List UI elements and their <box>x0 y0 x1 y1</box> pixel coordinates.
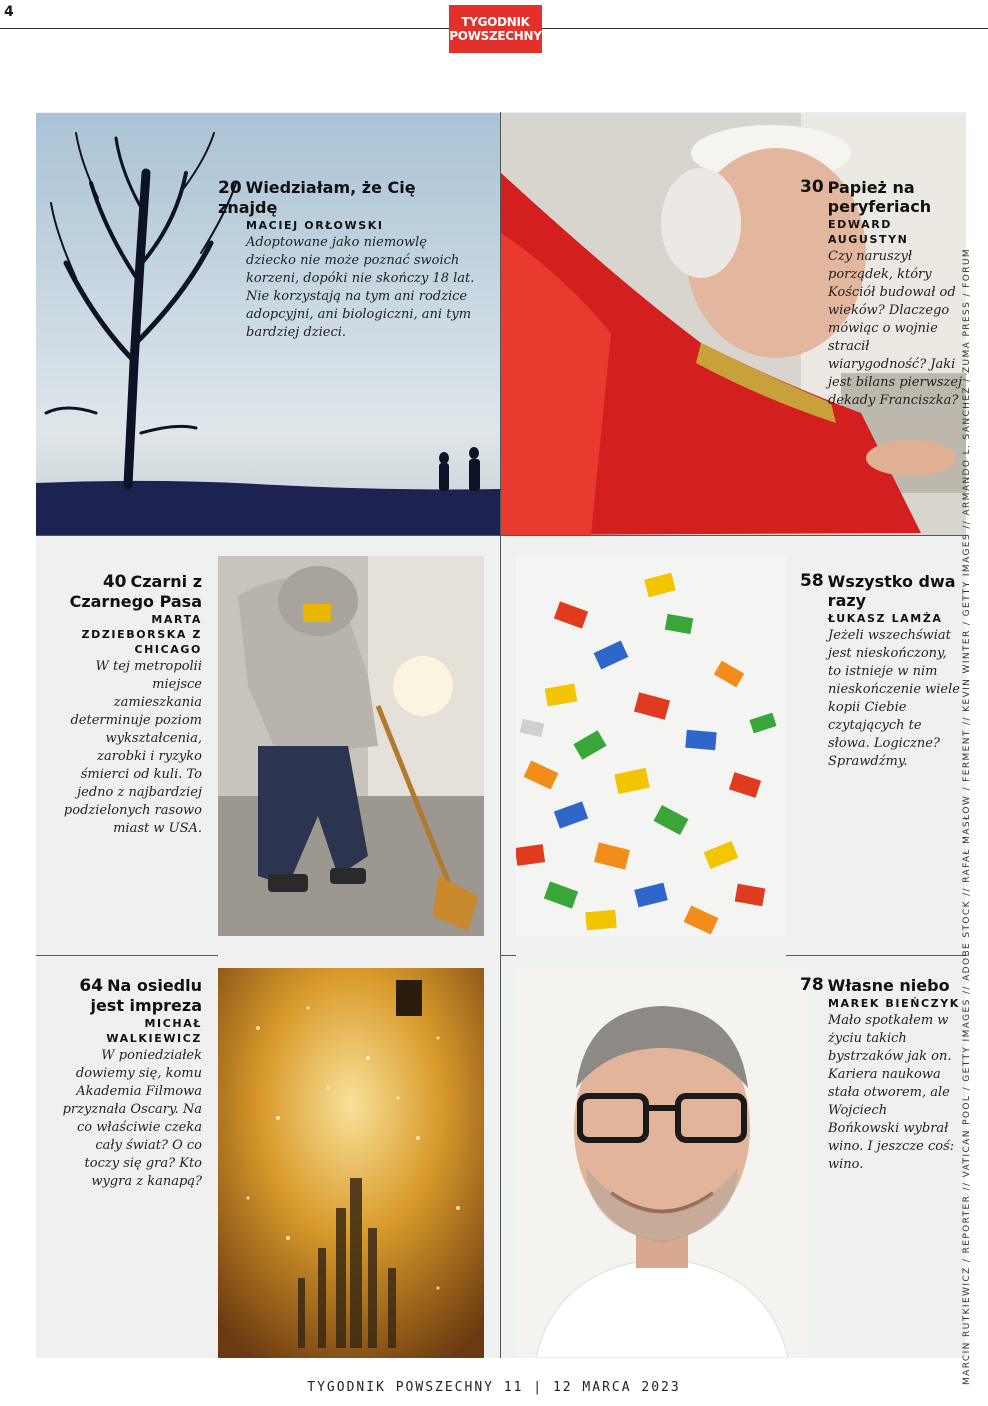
article-page: 30 <box>800 177 824 197</box>
article-page: 78 <box>800 975 824 995</box>
article-author: ŁUKASZ LAMŻA <box>828 612 943 625</box>
article-lead: Adoptowane jako niemowlę dziecko nie może poznać swoich korzeni, dopóki nie skończy 18 lat. Nie korzystają na tym ani rodzice adopcyjni, ani biologiczni, ani tym bardziej dzieci. <box>246 235 475 340</box>
article-author: MICHAŁ WALKIEWICZ <box>106 1017 202 1045</box>
article-40[interactable] <box>60 572 202 838</box>
article-author: MACIEJ ORŁOWSKI <box>246 219 384 232</box>
page-number: 4 <box>4 4 14 20</box>
magazine-logo[interactable] <box>449 5 542 53</box>
article-title: Papież na peryferiach <box>827 178 932 216</box>
article-heading[interactable] <box>800 572 960 610</box>
article-heading[interactable] <box>60 976 202 1015</box>
page-footer: TYGODNIK POWSZECHNY 11 | 12 MARCA 2023 <box>307 1380 681 1395</box>
logo-line-2: POWSZECHNY <box>449 29 542 43</box>
article-title: Na osiedlu jest impreza <box>90 976 202 1015</box>
photo-lego-bricks[interactable] <box>516 556 786 936</box>
article-title: Wszystko dwa razy <box>827 572 956 610</box>
article-page: 64 <box>79 976 104 996</box>
article-author: EDWARD AUGUSTYN <box>828 218 909 246</box>
photo-credits: MARCIN RUTKIEWICZ / REPORTER // VATICAN POOL / GETTY IMAGES // ADOBE STOCK // RAFAŁ MASŁOW / FERMENT // KEVIN WINTER / GETTY IMAGES // ARMANDO L. SANCHEZ / ZUMA PRESS / FORUM <box>962 247 972 1385</box>
logo-line-1: TYGODNIK <box>461 15 530 29</box>
article-page: 40 <box>102 572 127 592</box>
article-lead: W tej metropolii miejsce zamieszkania determinuje poziom wykształcenia, zarobki i ryzyko śmierci od kuli. To jedno z najbardziej podzielonych rasowo miast w USA. <box>63 659 202 836</box>
column-divider <box>500 112 501 1358</box>
article-30[interactable] <box>800 178 964 410</box>
article-heading[interactable] <box>800 178 964 216</box>
article-lead: Czy naruszył porządek, który Kościół budował od wieków? Dlaczego mówiąc o wojnie stracił wiarygodność? Jaki jest bilans pierwszej dekady Franciszka? <box>828 249 963 408</box>
article-lead: Jeżeli wszechświat jest nieskończony, to istnieje w nim nieskończenie wiele kopii Ciebie czytających te słowa. Logiczne? Sprawdźmy. <box>828 628 960 769</box>
article-page: 58 <box>800 571 824 591</box>
article-lead: Mało spotkałem w życiu takich bystrzaków jak on. Kariera naukowa stała otworem, ale Wojciech Bońkowski wybrał wino. I jeszcze coś: wino. <box>828 1013 955 1172</box>
article-heading[interactable] <box>800 976 960 995</box>
article-page: 20 <box>218 178 242 198</box>
row-divider-2-right <box>786 955 966 956</box>
photo-portrait-man[interactable] <box>516 968 808 1358</box>
row-divider-2-mid <box>501 955 516 956</box>
article-heading[interactable] <box>218 178 480 217</box>
photo-man-sweeping[interactable] <box>218 556 484 936</box>
article-78[interactable] <box>800 976 960 1174</box>
article-title: Wiedziałam, że Cię znajdę <box>218 178 416 217</box>
article-lead: W poniedziałek dowiemy się, komu Akademia Filmowa przyznała Oscary. Na co właściwie czeka cały świat? O co toczy się gra? Kto wygra z kanapą? <box>62 1048 202 1189</box>
article-20[interactable] <box>218 178 480 342</box>
row-divider-2-left <box>36 955 218 956</box>
article-title: Własne niebo <box>827 976 950 995</box>
row-divider-1 <box>36 535 966 536</box>
article-title: Czarni z Czarnego Pasa <box>69 572 202 611</box>
article-author: MAREK BIEŃCZYK <box>828 997 960 1010</box>
article-58[interactable] <box>800 572 960 771</box>
article-64[interactable] <box>60 976 202 1191</box>
article-heading[interactable] <box>60 572 202 611</box>
photo-oscar-stage[interactable] <box>218 968 484 1358</box>
article-author: MARTA ZDZIEBORSKA Z CHICAGO <box>81 613 202 656</box>
